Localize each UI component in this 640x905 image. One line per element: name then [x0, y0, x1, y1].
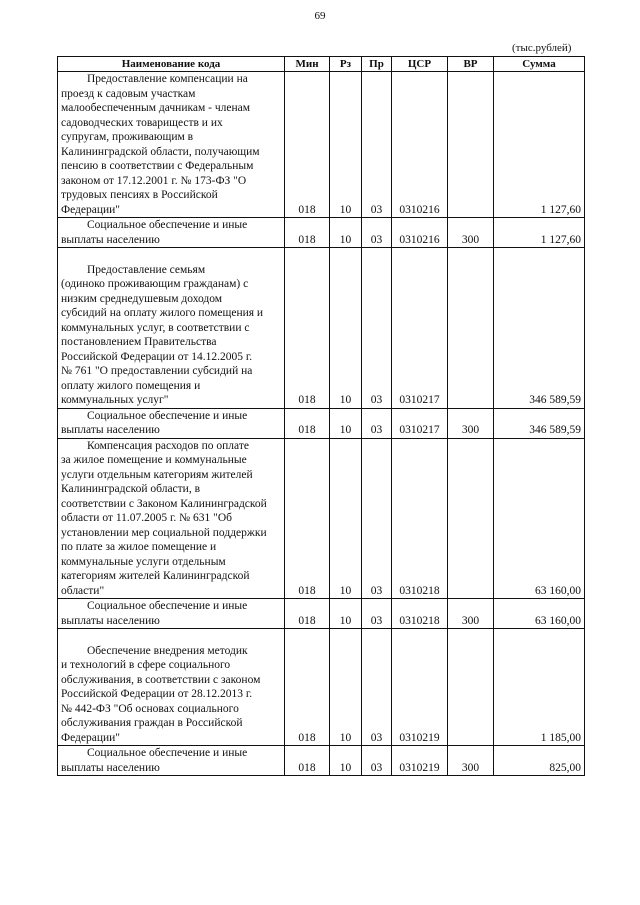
- row-name: Социальное обеспечение и иные выплаты населению: [58, 746, 285, 776]
- row-pr: 03: [362, 599, 392, 629]
- row-csr: 0310219: [392, 746, 448, 776]
- row-min: 018: [285, 599, 330, 629]
- row-csr: 0310216: [392, 218, 448, 248]
- row-min: 018: [285, 248, 330, 409]
- row-name: Предоставление семьям (одиноко проживающим гражданам) с низким среднедушевым доходом субсидий на оплату жилого помещения и коммунальных услуг, в соответствии с постановлением Правительства Российской Федерации от 14.12.2005 г. № 761 "О предоставлении субсидий на оплату жилого помещения и коммунальных услуг": [58, 248, 285, 409]
- row-csr: 0310219: [392, 629, 448, 746]
- row-pr: 03: [362, 746, 392, 776]
- row-vr: [448, 72, 494, 218]
- table-row: [58, 629, 585, 746]
- table-row: [58, 599, 585, 629]
- row-vr: 300: [448, 599, 494, 629]
- row-sum: 346 589,59: [494, 248, 585, 409]
- units-label: (тыс.рублей): [512, 42, 572, 54]
- table-row: [58, 408, 585, 438]
- row-rz: 10: [330, 218, 362, 248]
- row-vr: 300: [448, 408, 494, 438]
- row-name: Социальное обеспечение и иные выплаты населению: [58, 218, 285, 248]
- header-csr: ЦСР: [392, 57, 448, 72]
- row-name: Социальное обеспечение и иные выплаты населению: [58, 599, 285, 629]
- row-sum: 1 127,60: [494, 218, 585, 248]
- row-name: Социальное обеспечение и иные выплаты населению: [58, 408, 285, 438]
- budget-table: [57, 56, 585, 776]
- row-min: 018: [285, 72, 330, 218]
- header-name: Наименование кода: [58, 57, 285, 72]
- row-csr: 0310218: [392, 599, 448, 629]
- row-csr: 0310217: [392, 408, 448, 438]
- row-pr: 03: [362, 408, 392, 438]
- row-vr: [448, 248, 494, 409]
- table-row: [58, 746, 585, 776]
- row-pr: 03: [362, 72, 392, 218]
- row-pr: 03: [362, 248, 392, 409]
- row-min: 018: [285, 438, 330, 599]
- row-sum: 1 127,60: [494, 72, 585, 218]
- row-min: 018: [285, 218, 330, 248]
- table-row: [58, 218, 585, 248]
- page-number: 69: [314, 10, 326, 22]
- row-min: 018: [285, 629, 330, 746]
- row-csr: 0310217: [392, 248, 448, 409]
- table-row: [58, 72, 585, 218]
- row-sum: 346 589,59: [494, 408, 585, 438]
- row-min: 018: [285, 408, 330, 438]
- table-header-row: [58, 57, 585, 72]
- row-vr: [448, 438, 494, 599]
- row-min: 018: [285, 746, 330, 776]
- row-csr: 0310218: [392, 438, 448, 599]
- row-sum: 1 185,00: [494, 629, 585, 746]
- row-sum: 63 160,00: [494, 599, 585, 629]
- row-vr: 300: [448, 746, 494, 776]
- row-rz: 10: [330, 629, 362, 746]
- header-pr: Пр: [362, 57, 392, 72]
- row-pr: 03: [362, 629, 392, 746]
- header-min: Мин: [285, 57, 330, 72]
- row-sum: 825,00: [494, 746, 585, 776]
- row-vr: [448, 629, 494, 746]
- row-rz: 10: [330, 408, 362, 438]
- row-name: Обеспечение внедрения методик и технологий в сфере социального обслуживания, в соответствии с законом Российской Федерации от 28.12.2013 г. № 442-ФЗ "Об основах социального обслуживания граждан в Российской Федерации": [58, 629, 285, 746]
- row-pr: 03: [362, 218, 392, 248]
- row-rz: 10: [330, 248, 362, 409]
- row-name: Предоставление компенсации на проезд к садовым участкам малообеспеченным дачникам - членам садоводческих товариществ и их супругам, проживающим в Калининградской области, получающим пенсию в соответствии с Федеральным законом от 17.12.2001 г. № 173-ФЗ "О трудовых пенсиях в Российской Федерации": [58, 72, 285, 218]
- header-rz: Рз: [330, 57, 362, 72]
- header-vr: ВР: [448, 57, 494, 72]
- row-rz: 10: [330, 599, 362, 629]
- row-rz: 10: [330, 438, 362, 599]
- row-sum: 63 160,00: [494, 438, 585, 599]
- row-name: Компенсация расходов по оплате за жилое помещение и коммунальные услуги отдельным категориям жителей Калининградской области, в соответствии с Законом Калининградской области от 11.07.2005 г. № 631 "Об установлении мер социальной поддержки по плате за жилое помещение и коммунальные услуги отдельным категориям жителей Калининградской области": [58, 438, 285, 599]
- row-vr: 300: [448, 218, 494, 248]
- row-csr: 0310216: [392, 72, 448, 218]
- table-row: [58, 438, 585, 599]
- row-rz: 10: [330, 72, 362, 218]
- row-rz: 10: [330, 746, 362, 776]
- row-pr: 03: [362, 438, 392, 599]
- header-sum: Сумма: [494, 57, 585, 72]
- table-row: [58, 248, 585, 409]
